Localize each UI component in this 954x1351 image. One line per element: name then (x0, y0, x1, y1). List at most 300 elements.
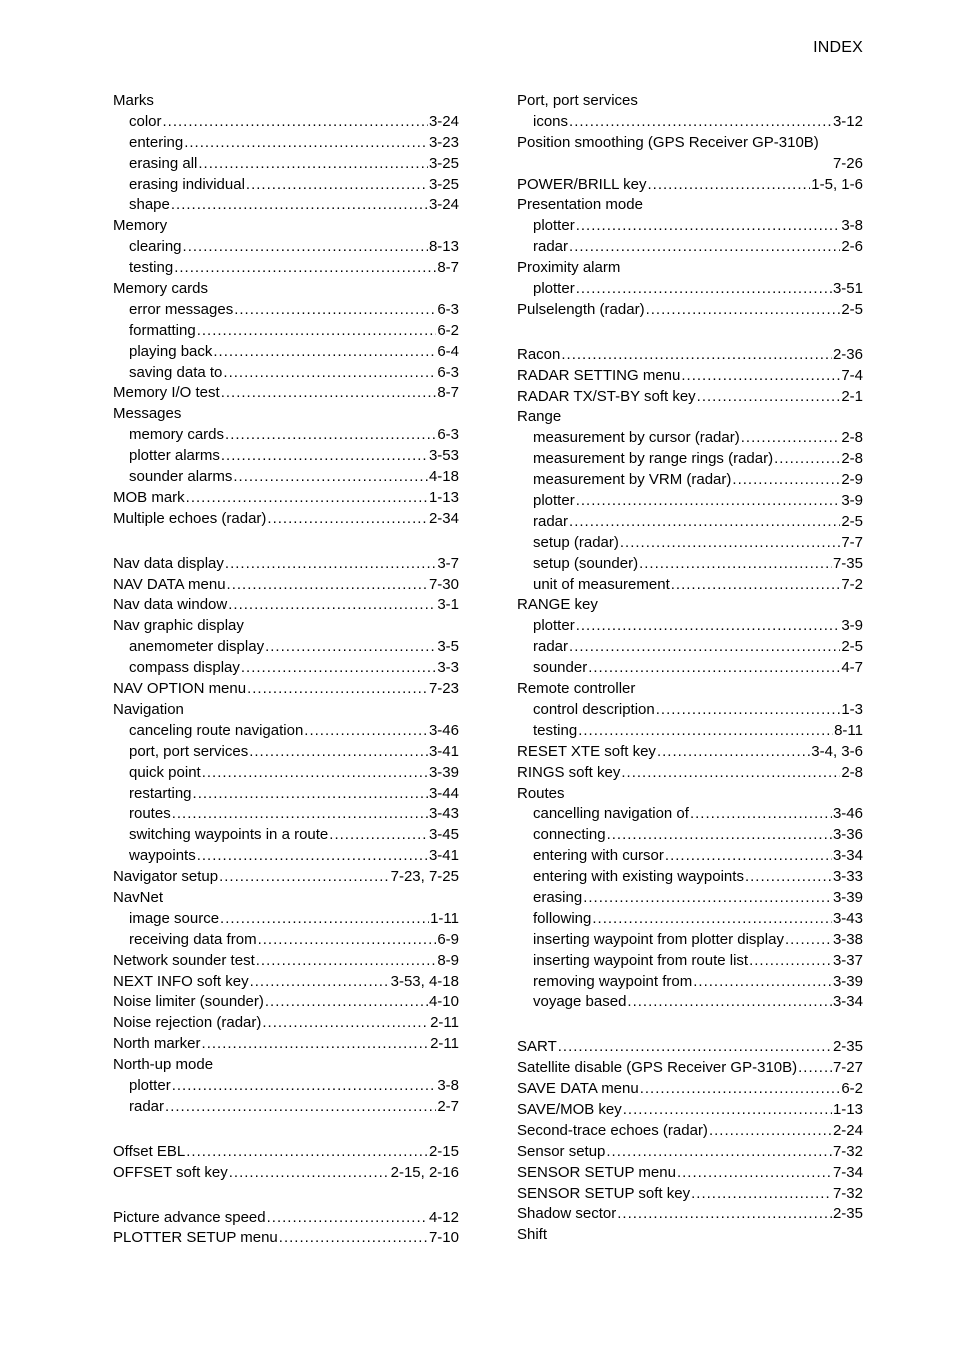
dot-leader (578, 721, 833, 742)
entry-label: removing waypoint from (533, 972, 693, 990)
dot-leader (627, 992, 832, 1013)
dot-leader (241, 658, 436, 679)
entry-label: PLOTTER SETUP menu (113, 1229, 278, 1247)
entry-label: SAVE/MOB key (517, 1100, 622, 1118)
index-entry (517, 1079, 863, 1100)
dot-leader (219, 867, 390, 888)
dot-leader (681, 366, 840, 387)
index-column-left (113, 91, 459, 1249)
page-reference: 2-15 (428, 1142, 459, 1160)
section-spacer (517, 1013, 863, 1037)
page-reference: 7-26 (832, 154, 863, 172)
entry-label: inserting waypoint from plotter display (533, 930, 784, 948)
index-entry (517, 1121, 863, 1142)
index-entry (113, 1034, 459, 1055)
entry-label: OFFSET soft key (113, 1163, 228, 1181)
entry-label: color (129, 112, 162, 130)
index-entry (113, 404, 459, 425)
index-entry (113, 992, 459, 1013)
entry-label: error messages (129, 300, 234, 318)
page-reference: 2-7 (437, 1097, 459, 1115)
dot-leader (265, 992, 428, 1013)
entry-label: Memory (113, 217, 168, 235)
dot-leader (656, 700, 841, 721)
page-reference: 3-46 (832, 805, 863, 823)
page-reference: 2-6 (841, 238, 863, 256)
dot-leader (183, 237, 428, 258)
index-subentry (517, 804, 863, 825)
index-entry (113, 951, 459, 972)
dot-leader (225, 425, 436, 446)
page-reference: 2-11 (430, 1014, 459, 1032)
entry-label: canceling route navigation (129, 721, 304, 739)
index-subentry (517, 951, 863, 972)
index-entry (517, 784, 863, 805)
entry-label: entering (129, 133, 184, 151)
index-entry (517, 1225, 863, 1246)
index-subentry (517, 825, 863, 846)
entry-label: Proximity alarm (517, 259, 621, 277)
entry-label: saving data to (129, 363, 223, 381)
index-subentry (113, 300, 459, 321)
page-reference: 7-7 (841, 533, 863, 551)
entry-label: plotter alarms (129, 447, 220, 465)
index-subentry (517, 700, 863, 721)
entry-label: RADAR TX/ST-BY soft key (517, 387, 696, 405)
page-reference: 3-51 (832, 280, 863, 298)
page-reference: 2-5 (841, 512, 863, 530)
page-reference: 3-53, 4-18 (390, 972, 459, 990)
entry-label: Second-trace echoes (radar) (517, 1121, 708, 1139)
entry-label: Satellite disable (GPS Receiver GP-310B) (517, 1059, 798, 1077)
dot-leader (558, 1037, 832, 1058)
entry-label: measurement by cursor (radar) (533, 429, 740, 447)
entry-label: memory cards (129, 426, 225, 444)
entry-label: sounder (533, 659, 588, 677)
section-spacer (113, 1184, 459, 1208)
page-reference: 3-7 (437, 554, 459, 572)
index-entry (517, 387, 863, 408)
entry-label: plotter (533, 280, 575, 298)
dot-leader (690, 804, 832, 825)
dot-leader (671, 575, 841, 596)
dot-leader (741, 428, 841, 449)
page-reference: 6-3 (437, 300, 459, 318)
dot-leader (198, 154, 428, 175)
page-reference: 3-1 (437, 596, 459, 614)
page-reference: 1-13 (832, 1100, 863, 1118)
page-reference: 6-2 (437, 321, 459, 339)
entry-label: Multiple echoes (radar) (113, 509, 267, 527)
index-subentry (113, 846, 459, 867)
entry-label: Presentation mode (517, 196, 643, 214)
page-reference: 3-9 (841, 492, 863, 510)
entry-label: compass display (129, 659, 240, 677)
entry-label: Shadow sector (517, 1205, 617, 1223)
entry-label: waypoints (129, 847, 196, 865)
entry-label: RANGE key (517, 596, 598, 614)
page-reference: 7-35 (832, 554, 863, 572)
dot-leader (262, 1013, 429, 1034)
page-reference: 7-27 (832, 1059, 863, 1077)
index-subentry (113, 1097, 459, 1118)
dot-leader (234, 300, 436, 321)
page-reference: 3-25 (428, 154, 459, 172)
entry-label: Offset EBL (113, 1142, 186, 1160)
entry-label: Network sounder test (113, 951, 255, 969)
page-reference: 3-41 (428, 847, 459, 865)
dot-leader (197, 321, 437, 342)
dot-leader (774, 449, 840, 470)
index-subentry (113, 763, 459, 784)
entry-label: routes (129, 805, 171, 823)
page-reference: 2-35 (832, 1038, 863, 1056)
index-entry (517, 345, 863, 366)
entry-label: measurement by range rings (radar) (533, 450, 774, 468)
index-entry (113, 1163, 459, 1184)
entry-label: inserting waypoint from route list (533, 951, 749, 969)
page-reference: 7-30 (428, 575, 459, 593)
dot-leader (221, 446, 428, 467)
page-reference: 8-11 (834, 721, 863, 739)
page-reference: 8-9 (437, 951, 459, 969)
entry-label: playing back (129, 342, 213, 360)
page-reference: 7-2 (841, 575, 863, 593)
index-entry (113, 700, 459, 721)
dot-leader (229, 1163, 390, 1184)
page-reference: 8-13 (428, 238, 459, 256)
entry-label: RINGS soft key (517, 763, 621, 781)
index-entry (517, 258, 863, 279)
entry-label: radar (129, 1097, 165, 1115)
dot-leader (569, 637, 840, 658)
index-entry (113, 616, 459, 637)
entry-label: anemometer display (129, 638, 265, 656)
page-reference: 7-23, 7-25 (390, 868, 459, 886)
entry-label: icons (533, 112, 569, 130)
dot-leader (576, 616, 841, 637)
entry-label: SAVE DATA menu (517, 1080, 639, 1098)
page-reference: 7-10 (428, 1229, 459, 1247)
index-subentry (113, 930, 459, 951)
dot-leader (197, 846, 428, 867)
dot-leader (304, 721, 428, 742)
index-entry (517, 595, 863, 616)
entry-label: Sensor setup (517, 1142, 606, 1160)
dot-leader (617, 1204, 832, 1225)
page-reference: 3-41 (428, 742, 459, 760)
page-reference: 2-8 (841, 429, 863, 447)
index-subentry (113, 467, 459, 488)
index-subentry (517, 972, 863, 993)
entry-label: radar (533, 638, 569, 656)
index-subentry (113, 258, 459, 279)
entry-label: image source (129, 909, 220, 927)
index-entry (113, 1055, 459, 1076)
page-reference: 3-9 (841, 617, 863, 635)
index-subentry (517, 888, 863, 909)
index-entry (113, 1208, 459, 1229)
entry-label: plotter (533, 492, 575, 510)
page-reference: 3-45 (428, 826, 459, 844)
index-subentry (113, 425, 459, 446)
index-entry (517, 1142, 863, 1163)
index-subentry (113, 175, 459, 196)
dot-leader (798, 1058, 832, 1079)
dot-leader (225, 554, 436, 575)
page-reference: 2-24 (832, 1121, 863, 1139)
index-entry (113, 888, 459, 909)
dot-leader (228, 595, 436, 616)
entry-label: Navigation (113, 700, 184, 718)
entry-label: port, port services (129, 742, 249, 760)
dot-leader (256, 951, 437, 972)
page-reference: 3-5 (437, 638, 459, 656)
section-spacer (517, 321, 863, 345)
dot-leader (745, 867, 832, 888)
dot-leader (163, 112, 428, 133)
page-reference: 7-34 (832, 1163, 863, 1181)
page-reference: 3-23 (428, 133, 459, 151)
index-subentry (113, 909, 459, 930)
index-subentry (517, 491, 863, 512)
entry-label: MOB mark (113, 488, 185, 506)
page-reference: 3-53 (428, 447, 459, 465)
dot-leader (220, 909, 429, 930)
page-reference: 2-11 (430, 1035, 459, 1053)
dot-leader (233, 467, 428, 488)
index-entry (113, 972, 459, 993)
index-entry (517, 407, 863, 428)
entry-label: restarting (129, 784, 192, 802)
index-entry (113, 679, 459, 700)
index-entry (517, 1037, 863, 1058)
dot-leader (184, 133, 428, 154)
page-reference: 2-35 (832, 1205, 863, 1223)
entry-label: entering with existing waypoints (533, 868, 744, 886)
entry-label: formatting (129, 321, 196, 339)
entry-label: clearing (129, 238, 182, 256)
index-subentry (517, 470, 863, 491)
index-entry (517, 679, 863, 700)
index-subentry (517, 428, 863, 449)
page-reference: 6-4 (437, 342, 459, 360)
page-reference: 3-39 (832, 888, 863, 906)
index-subentry (517, 867, 863, 888)
page-reference: 3-8 (841, 217, 863, 235)
dot-leader (639, 554, 832, 575)
dot-leader (329, 825, 428, 846)
dot-leader (623, 1100, 832, 1121)
dot-leader (646, 300, 841, 321)
index-entry (113, 1228, 459, 1249)
index-entry (517, 1100, 863, 1121)
index-subentry (517, 216, 863, 237)
page-reference: 3-33 (832, 868, 863, 886)
index-entry (113, 488, 459, 509)
index-entry (113, 554, 459, 575)
index-entry (113, 216, 459, 237)
index-subentry (113, 363, 459, 384)
page-reference: 2-15, 2-16 (390, 1163, 459, 1181)
page-reference: 3-34 (832, 847, 863, 865)
dot-leader (640, 1079, 841, 1100)
index-entry (113, 867, 459, 888)
index-subentry (113, 784, 459, 805)
entry-label: unit of measurement (533, 575, 670, 593)
page-reference: 3-44 (428, 784, 459, 802)
entry-label: measurement by VRM (radar) (533, 471, 732, 489)
entry-label: Marks (113, 92, 154, 109)
page-reference: 4-18 (428, 468, 459, 486)
entry-label: NAV DATA menu (113, 575, 226, 593)
entry-label: erasing (533, 888, 583, 906)
page-reference: 3-34 (832, 993, 863, 1011)
index-subentry (113, 154, 459, 175)
page-reference: 6-3 (437, 363, 459, 381)
entry-label: testing (129, 259, 174, 277)
dot-leader (172, 804, 428, 825)
page-reference: 3-46 (428, 721, 459, 739)
entry-label: control description (533, 700, 655, 718)
index-subentry (517, 279, 863, 300)
page-header-title: INDEX (813, 39, 863, 56)
dot-leader (265, 637, 436, 658)
dot-leader (223, 363, 436, 384)
dot-leader (749, 951, 832, 972)
index-entry (113, 595, 459, 616)
dot-leader (606, 1142, 832, 1163)
index-subentry (113, 342, 459, 363)
entry-label: entering with cursor (533, 847, 664, 865)
index-subentry (517, 237, 863, 258)
dot-leader (709, 1121, 832, 1142)
index-entry (517, 195, 863, 216)
index-subentry (113, 721, 459, 742)
entry-label: North marker (113, 1035, 201, 1053)
entry-label: Nav data display (113, 554, 224, 572)
dot-leader (202, 763, 428, 784)
entry-label: NAV OPTION menu (113, 680, 247, 698)
entry-label: Remote controller (517, 680, 636, 698)
index-entry-continuation (517, 154, 863, 175)
entry-label: Memory I/O test (113, 384, 220, 402)
entry-label: POWER/BRILL key (517, 175, 647, 193)
dot-leader (607, 825, 832, 846)
index-subentry (113, 195, 459, 216)
index-subentry (517, 112, 863, 133)
entry-label: Range (517, 408, 562, 426)
page-reference: 4-12 (428, 1208, 459, 1226)
index-entry (517, 300, 863, 321)
dot-leader (249, 742, 428, 763)
page-reference: 3-24 (428, 196, 459, 214)
dot-leader (221, 383, 437, 404)
page-reference: 2-9 (841, 471, 863, 489)
dot-leader (576, 491, 841, 512)
entry-label: erasing individual (129, 175, 245, 193)
page-reference: 7-32 (832, 1184, 863, 1202)
index-subentry (517, 637, 863, 658)
entry-label: erasing all (129, 154, 198, 172)
dot-leader (732, 470, 840, 491)
dot-leader (592, 909, 832, 930)
index-subentry (113, 321, 459, 342)
dot-leader (246, 175, 428, 196)
page-reference: 3-4, 3-6 (811, 742, 863, 760)
entry-label: RESET XTE soft key (517, 742, 656, 760)
entry-label: Nav graphic display (113, 617, 244, 635)
index-entry (113, 1013, 459, 1034)
index-entry (517, 1058, 863, 1079)
entry-label: quick point (129, 763, 201, 781)
page-reference: 1-11 (430, 909, 459, 927)
index-subentry (517, 512, 863, 533)
index-subentry (517, 930, 863, 951)
entry-label: voyage based (533, 993, 627, 1011)
dot-leader (174, 258, 436, 279)
entry-label: Nav data window (113, 596, 228, 614)
entry-label: SART (517, 1038, 557, 1056)
entry-label: setup (radar) (533, 533, 619, 551)
page-reference: 2-36 (832, 345, 863, 363)
index-subentry (113, 742, 459, 763)
entry-label: shape (129, 196, 170, 214)
index-subentry (113, 237, 459, 258)
page-reference: 8-7 (437, 259, 459, 277)
index-entry (517, 175, 863, 196)
entry-label: Memory cards (113, 280, 209, 298)
entry-label: Port, port services (517, 92, 638, 109)
entry-label: cancelling navigation of (533, 805, 689, 823)
index-entry (113, 575, 459, 596)
dot-leader (193, 784, 428, 805)
page-reference: 3-24 (428, 112, 459, 130)
entry-label: Noise limiter (sounder) (113, 993, 264, 1011)
page-reference: 3-39 (428, 763, 459, 781)
dot-leader (576, 279, 832, 300)
dot-leader (561, 345, 832, 366)
dot-leader (172, 1076, 437, 1097)
dot-leader (647, 175, 810, 196)
index-column-right (517, 91, 863, 1246)
entry-label: NEXT INFO soft key (113, 972, 249, 990)
index-entry (517, 742, 863, 763)
page-reference: 8-7 (437, 384, 459, 402)
index-subentry (113, 446, 459, 467)
page-reference: 1-5, 1-6 (811, 175, 863, 193)
dot-leader (267, 1208, 428, 1229)
index-subentry (517, 554, 863, 575)
entry-label: RADAR SETTING menu (517, 366, 681, 384)
entry-label: sounder alarms (129, 468, 233, 486)
index-subentry (113, 658, 459, 679)
index-subentry (113, 637, 459, 658)
entry-label: NavNet (113, 888, 164, 906)
page-reference: 2-5 (841, 300, 863, 318)
page-reference: 7-4 (841, 366, 863, 384)
page-reference: 4-7 (841, 659, 863, 677)
section-spacer (113, 530, 459, 554)
page-reference: 3-12 (832, 112, 863, 130)
dot-leader (583, 888, 832, 909)
dot-leader (697, 387, 841, 408)
dot-leader (576, 216, 841, 237)
entry-label: following (533, 909, 592, 927)
page-reference: 2-5 (841, 638, 863, 656)
section-spacer (113, 1118, 459, 1142)
page-reference: 3-37 (832, 951, 863, 969)
